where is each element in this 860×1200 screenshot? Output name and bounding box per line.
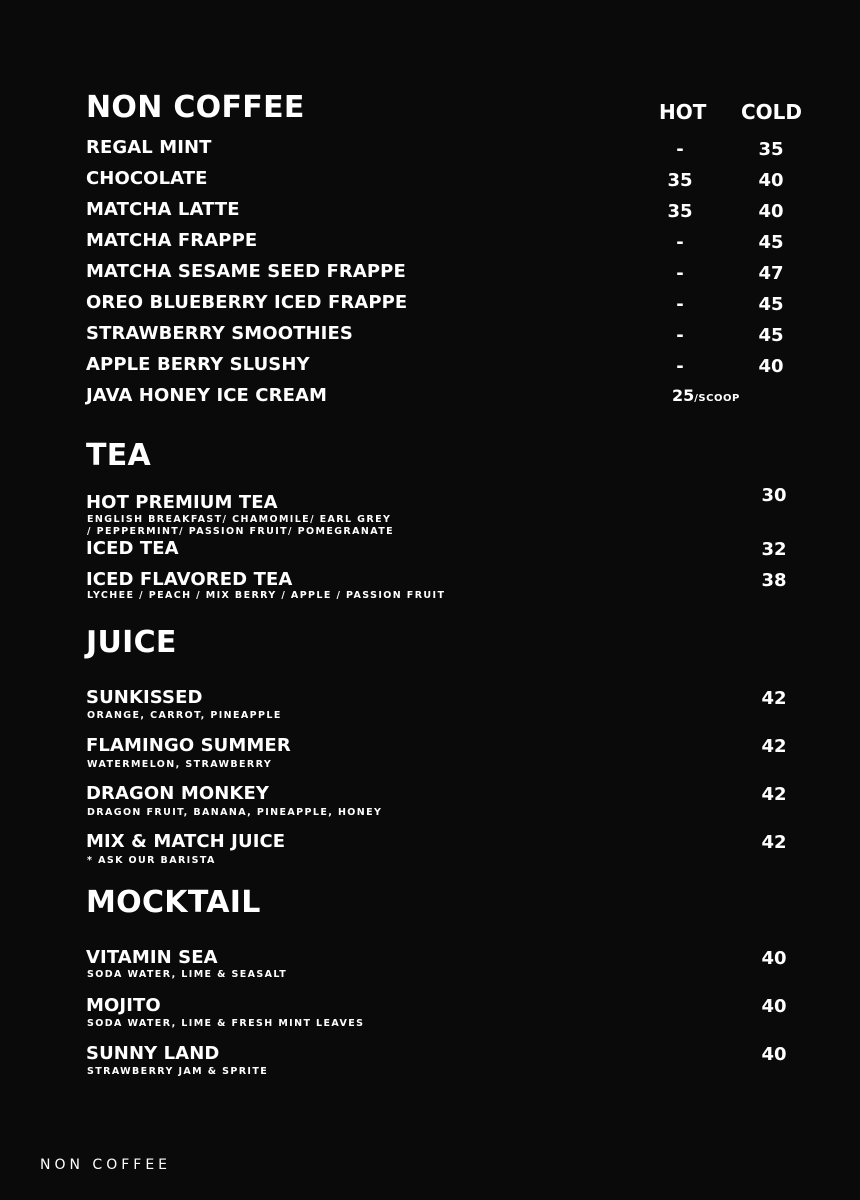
menu-item-price: 40 xyxy=(761,948,787,969)
menu-item-description: SODA WATER, LIME & SEASALT xyxy=(87,969,288,980)
menu-item-name: MATCHA LATTE xyxy=(86,199,240,220)
menu-item-description: LYCHEE / PEACH / MIX BERRY / APPLE / PASSION FRUIT xyxy=(87,590,446,601)
footer-label: NON COFFEE xyxy=(40,1157,172,1173)
menu-item-hot-price: - xyxy=(676,356,684,377)
menu-item-description: ORANGE, CARROT, PINEAPPLE xyxy=(87,710,282,721)
menu-item-hot-price: - xyxy=(676,139,684,160)
menu-item-cold-price: 45 xyxy=(758,294,784,315)
menu-item-name: FLAMINGO SUMMER xyxy=(86,735,291,756)
menu-item-name: SUNKISSED xyxy=(86,687,203,708)
section-title-juice: JUICE xyxy=(86,625,177,660)
menu-item-price: 40 xyxy=(761,1044,787,1065)
menu-item-hot-price: - xyxy=(676,325,684,346)
menu-item-cold-price: 40 xyxy=(758,356,784,377)
menu-item-cold-price: 47 xyxy=(758,263,784,284)
menu-item-name: SUNNY LAND xyxy=(86,1043,220,1064)
hot-column-header: HOT xyxy=(659,100,707,124)
menu-item-name: MATCHA FRAPPE xyxy=(86,230,258,251)
menu-item-name: ICED FLAVORED TEA xyxy=(86,569,293,590)
menu-item-name: APPLE BERRY SLUSHY xyxy=(86,354,310,375)
cold-column-header: COLD xyxy=(741,100,803,124)
scoop-price xyxy=(672,386,740,405)
menu-item-price: 42 xyxy=(761,736,787,757)
menu-item-name: CHOCOLATE xyxy=(86,168,208,189)
menu-item-name: MATCHA SESAME SEED FRAPPE xyxy=(86,261,406,282)
menu-item-description: SODA WATER, LIME & FRESH MINT LEAVES xyxy=(87,1018,365,1029)
menu-item-price: 32 xyxy=(761,539,787,560)
menu-item-cold-price: 35 xyxy=(758,139,784,160)
menu-item-description: / PEPPERMINT/ PASSION FRUIT/ POMEGRANATE xyxy=(87,526,395,537)
menu-item-name: MIX & MATCH JUICE xyxy=(86,831,286,852)
menu-item-name: REGAL MINT xyxy=(86,137,212,158)
menu-item-name: VITAMIN SEA xyxy=(86,947,218,968)
menu-item-name: JAVA HONEY ICE CREAM xyxy=(86,385,328,406)
menu-item-price: 42 xyxy=(761,688,787,709)
menu-item-name: MOJITO xyxy=(86,995,161,1016)
menu-item-name: OREO BLUEBERRY ICED FRAPPE xyxy=(86,292,408,313)
scoop-price-unit: /SCOOP xyxy=(694,393,740,404)
scoop-price-value: 25 xyxy=(672,386,695,405)
menu-item-cold-price: 40 xyxy=(758,201,784,222)
section-title-tea: TEA xyxy=(86,438,152,473)
menu-item-price: 40 xyxy=(761,996,787,1017)
menu-item-price: 42 xyxy=(761,784,787,805)
menu-item-name: ICED TEA xyxy=(86,538,179,559)
menu-item-name: DRAGON MONKEY xyxy=(86,783,269,804)
menu-item-description: * ASK OUR BARISTA xyxy=(87,855,216,866)
menu-item-cold-price: 45 xyxy=(758,232,784,253)
menu-item-price: 30 xyxy=(761,485,787,506)
menu-item-cold-price: 45 xyxy=(758,325,784,346)
menu-item-hot-price: 35 xyxy=(667,170,693,191)
menu-item-hot-price: 35 xyxy=(667,201,693,222)
menu-item-description: DRAGON FRUIT, BANANA, PINEAPPLE, HONEY xyxy=(87,807,383,818)
menu-item-hot-price: - xyxy=(676,294,684,315)
menu-item-price: 38 xyxy=(761,570,787,591)
menu-item-description: ENGLISH BREAKFAST/ CHAMOMILE/ EARL GREY xyxy=(87,514,392,525)
menu-item-hot-price: - xyxy=(676,232,684,253)
menu-item-hot-price: - xyxy=(676,263,684,284)
menu-item-cold-price: 40 xyxy=(758,170,784,191)
menu-item-description: STRAWBERRY JAM & SPRITE xyxy=(87,1066,269,1077)
menu-item-name: HOT PREMIUM TEA xyxy=(86,492,278,513)
menu-item-price: 42 xyxy=(761,832,787,853)
section-title-non-coffee: NON COFFEE xyxy=(86,90,305,125)
menu-item-description: WATERMELON, STRAWBERRY xyxy=(87,759,273,770)
menu-item-name: STRAWBERRY SMOOTHIES xyxy=(86,323,353,344)
section-title-mocktail: MOCKTAIL xyxy=(86,885,261,920)
